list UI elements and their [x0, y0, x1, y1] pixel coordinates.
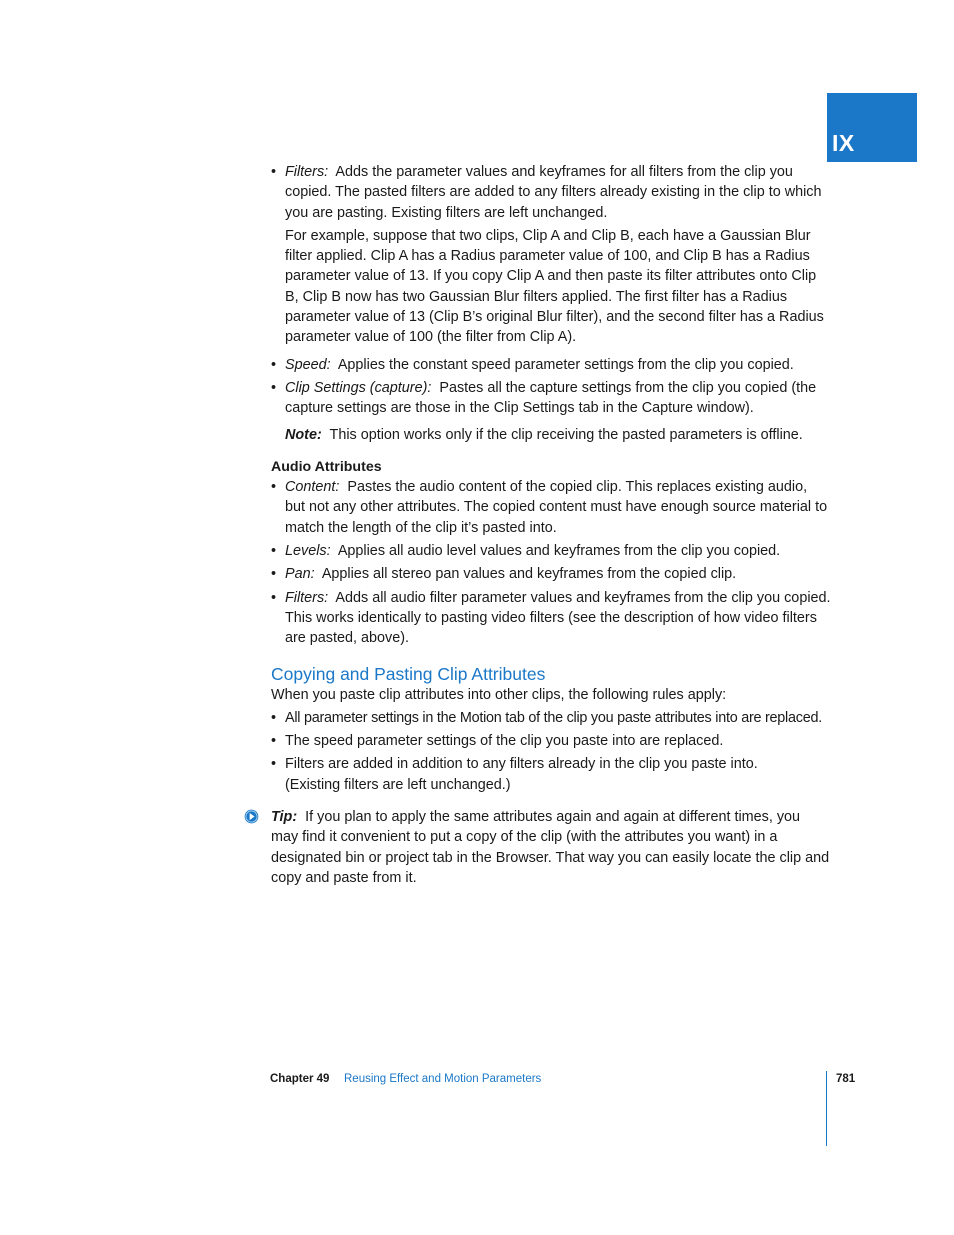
bullet-speed: [271, 355, 831, 375]
bullet-dot: •: [271, 479, 277, 496]
bullet-label: Clip Settings (capture):: [285, 379, 432, 396]
tip-arrow-icon: [244, 809, 259, 824]
bullet-pan: [271, 564, 831, 584]
bullet-text: Applies all stereo pan values and keyframes from the copied clip.: [321, 566, 737, 583]
bullet-text: Applies all audio level values and keyframes from the clip you copied.: [337, 543, 781, 560]
page-number: 781: [836, 1073, 856, 1085]
bullet-dot: •: [271, 709, 276, 726]
section-heading: Copying and Pasting Clip Attributes: [271, 663, 546, 684]
bullet-text: All parameter settings in the Motion tab of the clip you paste attributes into are replaced.: [285, 709, 822, 726]
bullet-text: Pastes all the capture settings from the clip you copied (the capture settings are those in the Clip Settings tab in the Capture window).: [285, 379, 817, 417]
part-tab: [827, 93, 917, 162]
bullet-dot: •: [271, 756, 277, 773]
part-tab-label: IX: [832, 130, 855, 156]
bullet-text: Filters are added in addition to any filters already in the clip you paste into. (Existing filters are left unchanged.): [285, 756, 758, 793]
bullet-label: Content:: [285, 479, 340, 496]
note-label: Note:: [285, 426, 322, 443]
bullet-rule-speed: [271, 731, 831, 751]
bullet-label: Filters:: [285, 589, 329, 606]
page-content: [271, 162, 831, 888]
bullet-content: [271, 477, 831, 538]
example-text: For example, suppose that two clips, Clip A and Clip B, each have a Gaussian Blur filter applied. Clip A has a Radius parameter value of 100, and Clip B has a Radius parameter value of 13. If you copy Clip A and then paste its filter attributes onto Clip B, Clip B now has two Gaussian Blur filters applied. The first filter has a Radius parameter value of 13 (Clip B’s original Blur filter), and the second filter has a Radius parameter value of 100 (the filter from Clip A).: [285, 227, 824, 346]
bullet-text: The speed parameter settings of the clip you paste into are replaced.: [285, 733, 724, 750]
bullet-levels: [271, 541, 831, 561]
tip-paragraph: [271, 807, 831, 888]
footer-chapter: Chapter 49: [270, 1073, 330, 1085]
audio-attributes-heading: Audio Attributes: [271, 458, 382, 475]
bullet-label: Pan:: [285, 566, 315, 583]
section-intro: When you paste clip attributes into other clips, the following rules apply:: [271, 686, 727, 703]
tip-label: Tip:: [271, 809, 298, 826]
bullet-text: Pastes the audio content of the copied clip. This replaces existing audio, but not any other attributes. The copied content must have enough source material to match the length of the clip it’s pasted into.: [285, 479, 828, 536]
bullet-dot: •: [271, 733, 277, 750]
bullet-label: Filters:: [285, 164, 329, 180]
bullet-audio-filters: [271, 588, 831, 649]
bullet-filters: [271, 162, 831, 223]
bullet-clip-settings: [271, 378, 831, 419]
note-paragraph: [271, 425, 831, 445]
example-paragraph: [271, 226, 831, 348]
bullet-dot: •: [271, 379, 277, 396]
bullet-dot: •: [271, 589, 277, 606]
bullet-dot: •: [271, 543, 277, 560]
bullet-text: Applies the constant speed parameter settings from the clip you copied.: [337, 356, 794, 373]
note-text: This option works only if the clip receiving the pasted parameters is offline.: [329, 426, 803, 443]
bullet-label: Levels:: [285, 543, 331, 560]
bullet-rule-filters: [271, 754, 831, 795]
bullet-rule-motion: [271, 708, 831, 728]
footer-divider: [826, 1071, 827, 1146]
tip-text: If you plan to apply the same attributes again and again at different times, you may find it convenient to put a copy of the clip (with the attributes you want) in a designated bin or project tab in the Browser. That way you can easily locate the clip and copy and paste from it.: [271, 809, 830, 886]
bullet-dot: •: [271, 164, 277, 180]
bullet-text: Adds all audio filter parameter values and keyframes from the clip you copied. This works identically to pasting video filters (see the description of how video filters are pasted, above).: [285, 589, 831, 647]
bullet-label: Speed:: [285, 356, 331, 373]
bullet-dot: •: [271, 566, 277, 583]
footer-chapter-title: Reusing Effect and Motion Parameters: [344, 1073, 542, 1085]
bullet-dot: •: [271, 356, 277, 373]
bullet-text: Adds the parameter values and keyframes for all filters from the clip you copied. The pasted filters are added to any filters already existing in the clip to which you are pasting. Existing filters are left unchanged.: [285, 164, 822, 221]
